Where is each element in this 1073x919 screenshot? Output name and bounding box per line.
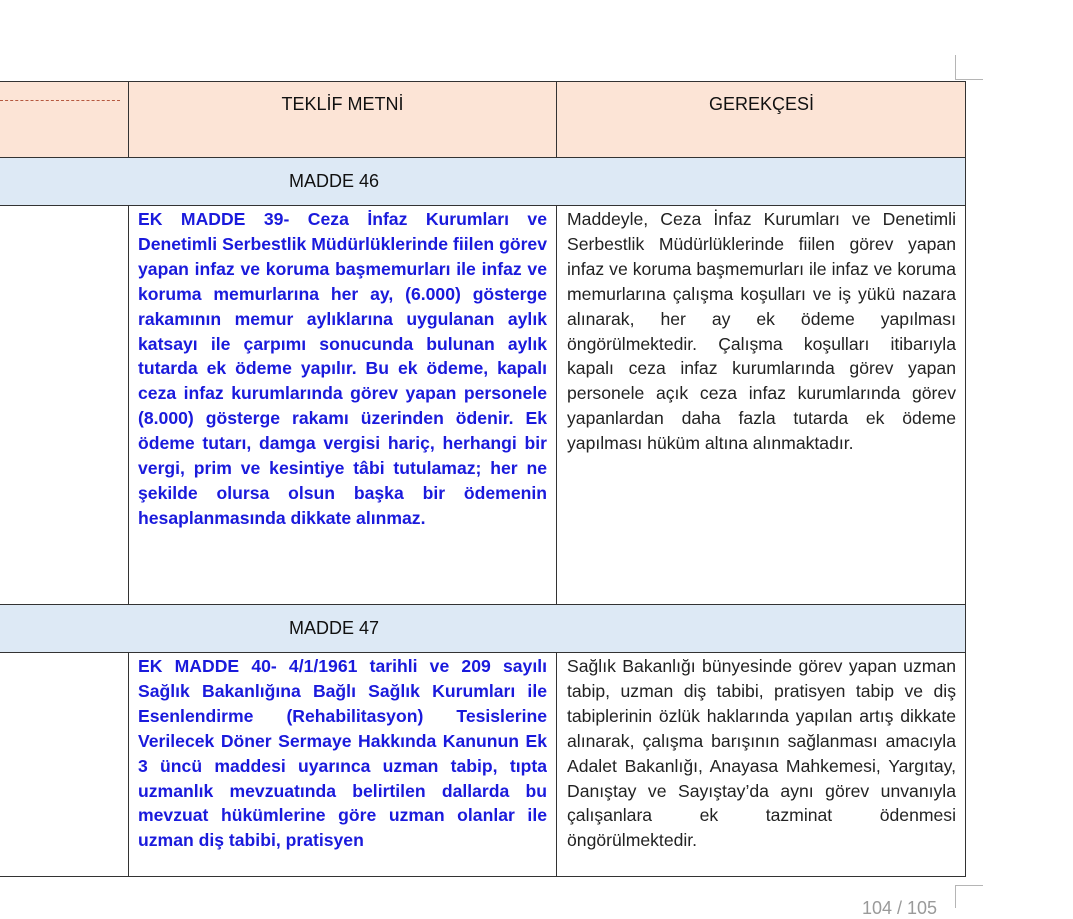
- reason-text-madde-47: Sağlık Bakanlığı bünyesinde görev yapan uzman tabip, uzman diş tabibi, pratisyen tabip ve diş tabiplerinin özlük haklarında yapılan artış dikkate alınarak, çalışma barışının sağlanması amacıyla Adalet Bakanlığı, Anayasa Mahkemesi, Yargıtay, Danıştay ve Sayıştay’da aynı görev unvanıyla çalışanlara ek tazminat ödenmesi öngörülmektedir.: [567, 656, 956, 851]
- crop-mark-top-horizontal: [955, 79, 983, 80]
- header-reason-label: GEREKÇESİ: [708, 94, 815, 114]
- grid-line-madde47-bottom: [0, 652, 966, 653]
- section-title: MADDE 46: [288, 171, 380, 191]
- proposal-text-madde-47: EK MADDE 40- 4/1/1961 tarihli ve 209 sayılı Sağlık Bakanlığına Bağlı Sağlık Kurumları ile Esenlendirme (Rehabilitasyon) Tesislerine Verilecek Döner Sermaye Hakkında Kanunun Ek 3 üncü maddesi uyarınca uzman tabip, tıpta uzmanlık mevzuatında belirtilen dallarda bu mevzuat hükümlerine göre uzman olanlar ile uzman diş tabibi, pratisyen: [138, 656, 547, 851]
- grid-col-2-header: [556, 81, 557, 158]
- grid-col-1-header: [128, 81, 129, 158]
- grid-col-2-row1: [556, 205, 557, 605]
- grid-col-1-row1: [128, 205, 129, 605]
- grid-line-bottom: [0, 876, 966, 877]
- grid-col-right: [965, 81, 966, 877]
- page-number: 104 / 105: [862, 898, 938, 918]
- header-proposal-label: TEKLİF METNİ: [281, 94, 404, 114]
- section-title: MADDE 47: [288, 618, 380, 638]
- section-row-madde-46: [0, 158, 966, 206]
- proposal-text-madde-46: EK MADDE 39- Ceza İnfaz Kurumları ve Denetimli Serbestlik Müdürlüklerinde fiilen görev yapan infaz ve koruma başmemurları ile infaz ve koruma memurlarına her ay, (6.000) gösterge rakamının memur aylıklarına uygulanan aylık katsayı ile çarpımı sonucunda bulunan aylık tutarda ek ödeme yapılır. Bu ek ödeme, kapalı ceza infaz kurumlarında görev yapan personele (8.000) gösterge rakamı üzerinden ödenir. Ek ödeme tutarı, damga vergisi hariç, herhangi bir vergi, prim ve kesintiye tâbi tutulamaz; her ne şekilde olursa olsun başka bir ödemenin hesaplanmasında dikkate alınmaz.: [138, 209, 547, 528]
- grid-col-1-row2: [128, 652, 129, 877]
- crop-mark-top-vertical: [955, 55, 956, 79]
- reason-text-madde-46: Maddeyle, Ceza İnfaz Kurumları ve Denetimli Serbestlik Müdürlüklerinde fiilen görev yapan infaz ve koruma başmemurları ile infaz ve koruma memurlarına çalışma koşulları ve iş yükü nazara alınarak, her ay ek ödeme yapılması öngörülmektedir. Çalışma koşulları itibarıyla kapalı ceza infaz kurumlarında görev yapan personele açık ceza infaz kurumlarında görev yapanlardan daha fazla tutarda ek ödeme yapılması hüküm altına alınmaktadır.: [567, 209, 956, 454]
- grid-col-2-row2: [556, 652, 557, 877]
- crop-mark-bottom-vertical: [955, 885, 956, 908]
- grid-line-top: [0, 81, 966, 82]
- section-row-madde-47: [0, 605, 966, 653]
- comparison-table: [0, 81, 966, 877]
- header-proposal-cell: [128, 82, 557, 158]
- crop-mark-bottom-horizontal: [955, 885, 983, 886]
- grid-line-madde46-bottom: [0, 205, 966, 206]
- grid-line-row1-bottom: [0, 604, 966, 605]
- header-reason-cell: [557, 82, 966, 158]
- grid-line-header-bottom: [0, 157, 966, 158]
